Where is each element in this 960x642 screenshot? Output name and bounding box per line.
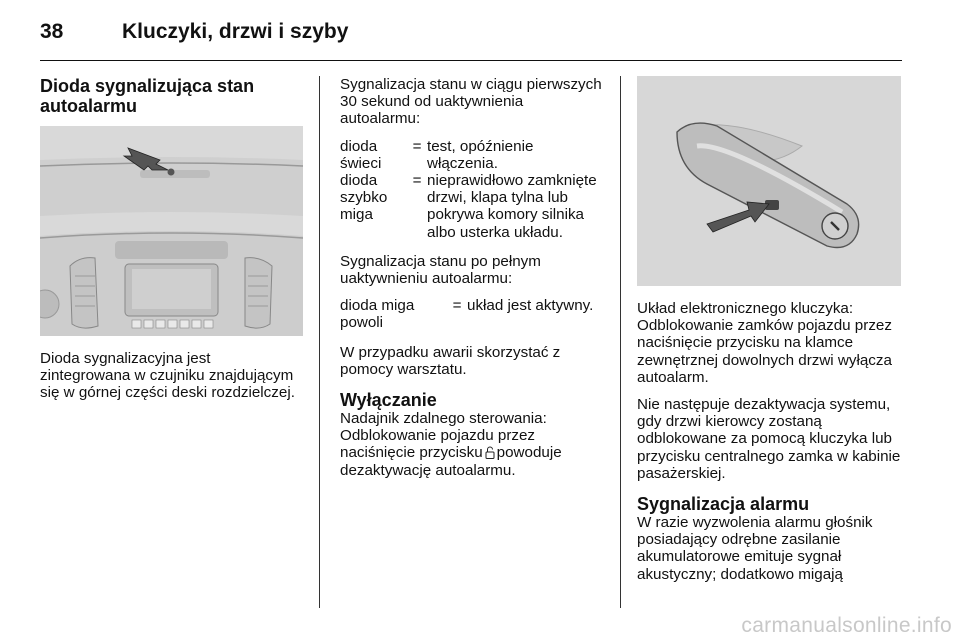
header-rule	[40, 60, 902, 61]
alarm-signalling-text: W razie wyzwolenia alarmu głośnik posiadający odrębne zasilanie akumulatorowe emituje sygnał akustyczny; dodatkowo migają	[637, 514, 873, 583]
status-intro-full: Sygnalizacja stanu po pełnym uaktywnieniu autoalarmu:	[340, 252, 541, 288]
deactivation-text-start: Nadajnik zdalnego sterowania: Odblokowanie pojazdu przez naciśnięcie przycisku	[340, 410, 547, 462]
status-eq: =	[412, 172, 422, 190]
deactivation-text-end: powoduje dezaktywację autoalarmu.	[340, 444, 562, 479]
unlock-padlock-icon	[485, 446, 495, 459]
status-term: dioda miga powoli	[340, 297, 415, 332]
status-desc: nieprawidłowo zamknięte drzwi, klapa tylna lub pokrywa komory silnika albo usterka układu.	[427, 172, 597, 241]
door-handle-drawing	[637, 76, 901, 286]
status-term: dioda świeci	[340, 137, 382, 172]
failure-note: W przypadku awarii skorzystać z pomocy warsztatu.	[340, 343, 561, 378]
column-middle	[340, 76, 605, 489]
status-eq: =	[412, 137, 422, 155]
page-number: 38	[40, 20, 64, 43]
electronic-key-text: Układ elektronicznego kluczyka: Odblokowanie zamków pojazdu przez naciśnięcie przycisku na klamce zewnętrznej dowolnych drzwi wyłącza autoalarm.	[637, 300, 892, 386]
column-divider	[620, 76, 621, 608]
watermark: carmanualsonline.info	[741, 614, 952, 637]
status-intro-first-30s: Sygnalizacja stanu w ciągu pierwszych 30 sekund od uaktywnienia autoalarmu:	[340, 76, 602, 128]
led-caption: Dioda sygnalizacyjna jest zintegrowana w czujniku znajdującym się w górnej części deski rozdzielczej.	[40, 350, 295, 402]
status-list-active	[340, 297, 605, 331]
section-heading-alarm-signalling: Sygnalizacja alarmu	[637, 494, 810, 515]
no-deactivation-text: Nie następuje dezaktywacja systemu, gdy drzwi kierowcy zostaną odblokowane za pomocą kluczyka lub przycisku centralnego zamka w kabinie pasażerskiej.	[637, 396, 901, 482]
section-heading-deactivation: Wyłączanie	[340, 390, 437, 411]
deactivation-text	[340, 410, 605, 479]
section-heading-alarm-led: Dioda sygnalizująca stan autoalarmu	[40, 76, 255, 116]
dashboard-drawing	[40, 126, 303, 336]
status-desc: test, opóźnienie włączenia.	[427, 137, 534, 172]
column-divider	[319, 76, 320, 608]
status-desc: układ jest aktywny.	[467, 297, 594, 315]
door-handle-illustration	[637, 76, 901, 286]
page-header	[40, 16, 902, 58]
dashboard-illustration	[40, 126, 303, 336]
column-right	[637, 76, 907, 593]
chapter-title: Kluczyki, drzwi i szyby	[122, 20, 349, 43]
status-term: dioda szybko miga	[340, 172, 388, 224]
status-list-initial	[340, 138, 605, 241]
status-eq: =	[452, 297, 462, 315]
column-left	[40, 76, 304, 412]
